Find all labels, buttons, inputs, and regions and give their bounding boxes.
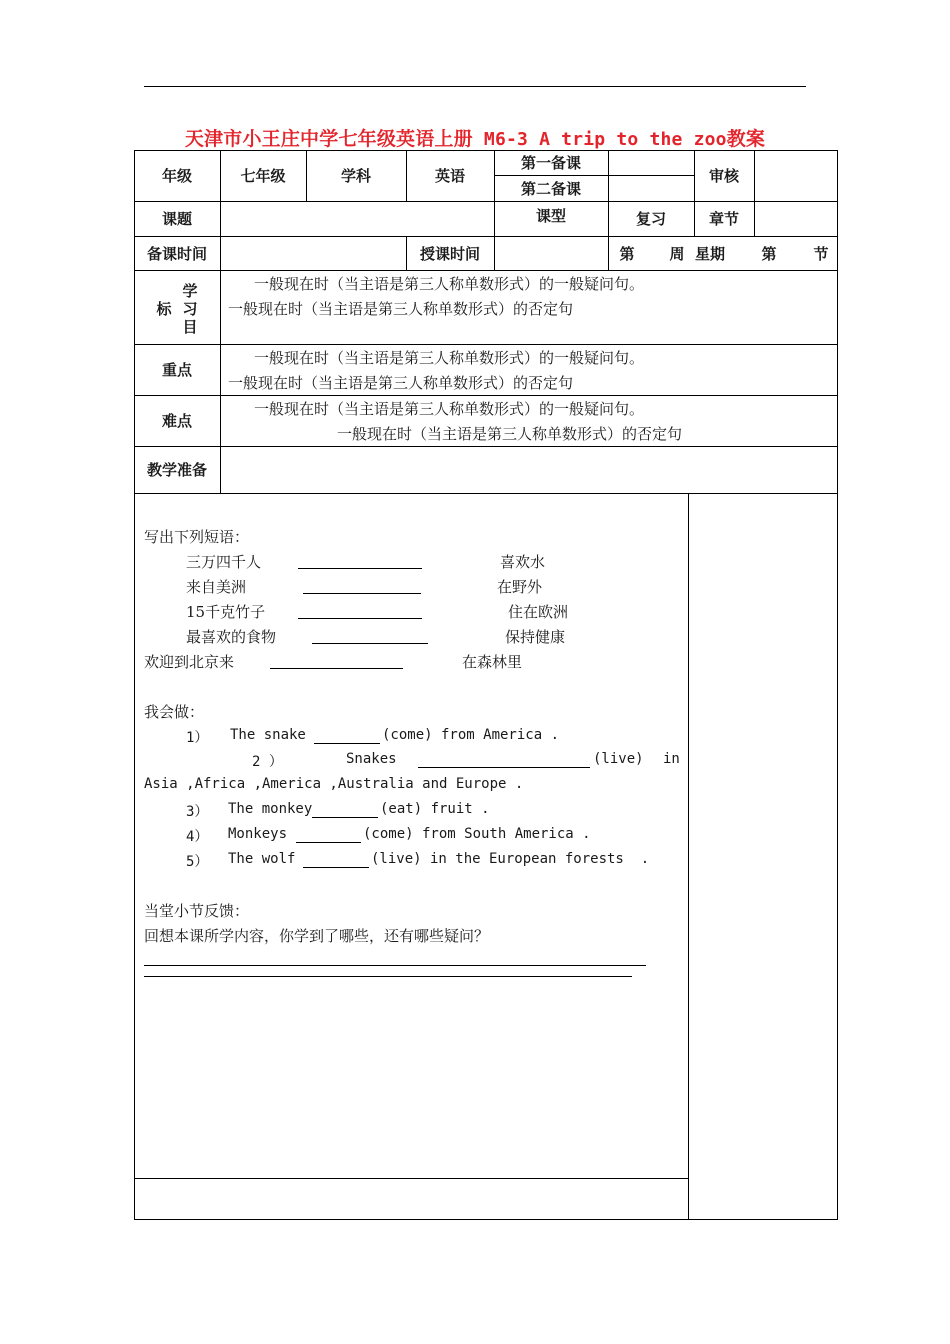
ex2-blank (418, 753, 590, 768)
phrase-right-1: 喜欢水 (500, 553, 546, 571)
teach-time-label: 授课时间 (419, 244, 480, 263)
phrase-left-5: 欢迎到北京来 (144, 653, 235, 671)
phrase-left-4: 最喜欢的食物 (186, 628, 277, 646)
ex3-text-a: The monkey (228, 801, 313, 817)
goals-label-3: 习 (182, 299, 198, 318)
weekday-label: 星期 (694, 244, 725, 263)
lesson-type-value: 复习 (635, 210, 666, 228)
ex1-text-b: (come) from America . (382, 727, 560, 743)
section-jie: 节 (813, 244, 829, 263)
answer-line-2 (144, 976, 632, 977)
goals-line-1: 一般现在时（当主语是第三人称单数形式）的一般疑问句。 (254, 275, 645, 293)
ex4-num: 4） (186, 829, 209, 845)
difficult-label: 难点 (161, 412, 192, 430)
phrase-blank-1 (298, 554, 422, 569)
phrase-right-3: 住在欧洲 (508, 603, 569, 621)
prep-time-label: 备课时间 (146, 244, 207, 263)
ex4-text-b: (come) from South America . (363, 826, 591, 842)
phrase-left-2: 来自美洲 (186, 578, 247, 596)
goals-label-2: 标 (156, 299, 172, 318)
goals-label-4: 目 (182, 317, 198, 336)
second-prep-label: 第二备课 (520, 179, 581, 198)
ex1-num: 1） (186, 730, 209, 746)
phrases-heading: 写出下列短语： (144, 528, 250, 546)
week-zhou: 周 (669, 244, 685, 263)
ex2-text-c: in (663, 751, 680, 767)
phrase-right-4: 保持健康 (505, 628, 566, 646)
chapter-label: 章节 (708, 210, 739, 228)
ex4-blank (296, 828, 361, 843)
difficult-line-2: 一般现在时（当主语是第三人称单数形式）的否定句 (337, 425, 683, 443)
feedback-heading: 当堂小节反馈： (144, 902, 250, 920)
header-rule (144, 86, 806, 87)
ex3-blank (312, 803, 378, 818)
phrase-left-1: 三万四千人 (186, 553, 262, 571)
subject-label: 学科 (340, 167, 371, 185)
feedback-question: 回想本课所学内容，你学到了哪些，还有哪些疑问？ (144, 927, 490, 945)
grade-value: 七年级 (240, 167, 286, 185)
ex5-num: 5） (186, 854, 209, 870)
goals-label-1: 学 (182, 281, 198, 300)
topic-label: 课题 (161, 210, 192, 228)
goals-line-2: 一般现在时（当主语是第三人称单数形式）的否定句 (228, 300, 574, 318)
ex3-text-b: (eat) fruit . (380, 801, 490, 817)
phrase-right-5: 在森林里 (462, 653, 523, 671)
ex1-text-a: The snake (230, 727, 306, 743)
ex4-text-a: Monkeys (228, 826, 288, 842)
teaching-prep-label: 教学准备 (146, 461, 207, 479)
ex2-text-a: Snakes (346, 751, 397, 767)
ex1-blank (314, 729, 380, 744)
answer-line-1 (144, 965, 646, 966)
phrase-blank-3 (298, 604, 422, 619)
review-label: 审核 (708, 167, 739, 185)
phrase-blank-4 (312, 629, 428, 644)
ex3-num: 3） (186, 804, 209, 820)
phrase-blank-2 (303, 579, 421, 594)
week-di: 第 (619, 244, 635, 263)
phrase-blank-5 (270, 654, 403, 669)
phrase-left-3: 15千克竹子 (186, 603, 266, 621)
first-prep-label: 第一备课 (520, 154, 581, 172)
ex2-text-b: (live) (593, 751, 644, 767)
ex2-num: 2 ） (252, 754, 283, 770)
grade-label: 年级 (161, 167, 192, 185)
lesson-type-label: 课型 (535, 206, 566, 225)
key-line-2: 一般现在时（当主语是第三人称单数形式）的否定句 (228, 374, 574, 392)
ex2-continuation: Asia ,Africa ,America ,Australia and Europe . (144, 776, 524, 792)
exercise-heading: 我会做： (144, 703, 205, 721)
key-line-1: 一般现在时（当主语是第三人称单数形式）的一般疑问句。 (254, 349, 645, 367)
section-di: 第 (761, 244, 777, 263)
difficult-line-1: 一般现在时（当主语是第三人称单数形式）的一般疑问句。 (254, 400, 645, 418)
key-label: 重点 (161, 361, 192, 379)
ex5-text-a: The wolf (228, 851, 296, 867)
ex5-text-b: (live) in the European forests . (371, 851, 650, 867)
phrase-right-2: 在野外 (497, 578, 543, 596)
subject-value: 英语 (434, 167, 465, 185)
ex5-blank (303, 853, 369, 868)
page-title: 天津市小王庄中学七年级英语上册 M6-3 A trip to the zoo教案 (184, 128, 766, 150)
